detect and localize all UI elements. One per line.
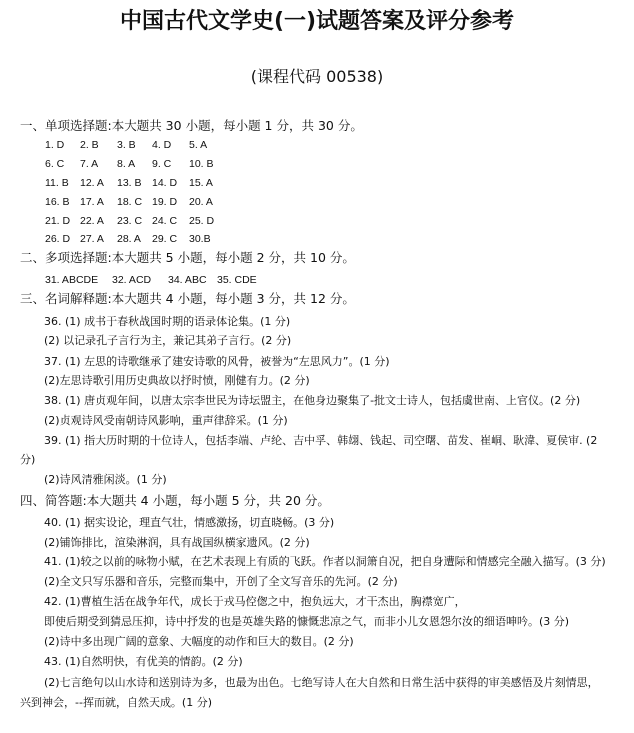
answer-item: 19. D: [152, 196, 178, 208]
answer-line: (2)全文只写乐器和音乐，完整而集中，开创了全文写音乐的先河。(2 分): [44, 575, 398, 588]
section-2-heading: 二、多项选择题:本大题共 5 小题，每小题 2 分，共 10 分。: [20, 250, 355, 265]
answer-line: 37. (1) 左思的诗歌继承了建安诗歌的风骨，被誉为“左思风力”。(1 分): [44, 355, 390, 368]
answer-line: 41. (1)较之以前的咏物小赋，在艺术表现上有质的飞跃。作者以洞箫自况，把自身遭际和情感完全融入描写。(3 分): [44, 555, 606, 568]
answer-line: (2)贞观诗风受南朝诗风影响，重声律辞采。(1 分): [44, 414, 288, 427]
answer-item: 23. C: [117, 215, 143, 227]
answer-item: 34. ABC: [168, 274, 207, 286]
answer-item: 1. D: [45, 139, 65, 151]
answer-item: 11. B: [45, 177, 69, 189]
answer-line: 即使后期受到猜忌压抑，诗中抒发的也是英雄失路的慷慨悲凉之气，而非小儿女恩怨尔汝的细语呻吟。(3 分): [44, 615, 570, 628]
answer-item: 22. A: [80, 215, 104, 227]
answer-item: 3. B: [117, 139, 136, 151]
answer-item: 8. A: [117, 158, 136, 170]
answer-item: 16. B: [45, 196, 70, 208]
answer-item: 24. C: [152, 215, 178, 227]
answer-line: 兴到神会，--挥而就，自然天成。(1 分): [20, 696, 213, 709]
answer-line: (2)铺饰排比，渲染淋润，具有战国纵横家遗风。(2 分): [44, 536, 310, 549]
answer-item: 25. D: [189, 215, 215, 227]
answer-item: 7. A: [80, 158, 99, 170]
answer-line: 42. (1)曹植生活在战争年代，成长于戎马倥偬之中，抱负远大，才干杰出，胸襟宽广，: [44, 595, 466, 608]
answer-line: (2)七言绝句以山水诗和送别诗为多，也最为出色。七绝写诗人在大自然和日常生活中获得的审美感悟及片刻情思，: [44, 676, 599, 689]
answer-item: 9. C: [152, 158, 172, 170]
answer-item: 6. C: [45, 158, 65, 170]
answer-item: 29. C: [152, 233, 178, 245]
answer-item: 10. B: [189, 158, 214, 170]
answer-line: 36. (1) 成书于春秋战国时期的语录体论集。(1 分): [44, 315, 291, 328]
answer-item: 31. ABCDE: [45, 274, 99, 286]
answer-line: 40. (1) 据实设论，理直气壮，情感激扬，切直晓畅。(3 分): [44, 516, 335, 529]
answer-item: 12. A: [80, 177, 104, 189]
answer-item: 13. B: [117, 177, 142, 189]
answer-item: 32. ACD: [112, 274, 152, 286]
course-code: (课程代码 00538): [250, 67, 384, 86]
answer-item: 14. D: [152, 177, 178, 189]
answer-item: 18. C: [117, 196, 143, 208]
answer-item: 4. D: [152, 139, 172, 151]
answer-line: 分): [20, 453, 36, 466]
answer-line: (2)左思诗歌引用历史典故以抒时愤，刚健有力。(2 分): [44, 374, 310, 387]
answer-item: 30.B: [189, 233, 211, 245]
section-4-heading: 四、简答题:本大题共 4 小题，每小题 5 分，共 20 分。: [20, 493, 330, 508]
answer-item: 28. A: [117, 233, 141, 245]
answer-line: 39. (1) 指大历时期的十位诗人，包括李端、卢纶、吉中孚、韩翃、钱起、司空曙、苗发、崔峒、耿湋、夏侯审. (2: [44, 434, 598, 447]
answer-line: (2)诗风清雅闲淡。(1 分): [44, 473, 167, 486]
answer-item: 15. A: [189, 177, 213, 189]
document-title: 中国古代文学史(一)试题答案及评分参考: [119, 9, 515, 34]
answer-item: 27. A: [80, 233, 104, 245]
section-1-heading: 一、单项选择题:本大题共 30 小题，每小题 1 分，共 30 分。: [20, 118, 363, 133]
answer-item: 21. D: [45, 215, 71, 227]
answer-line: 43. (1)自然明快，有优美的情韵。(2 分): [44, 655, 243, 668]
answer-item: 26. D: [45, 233, 71, 245]
answer-line: (2)诗中多出现广阔的意象、大幅度的动作和巨大的数目。(2 分): [44, 635, 354, 648]
answer-line: 38. (1) 唐贞观年间，以唐太宗李世民为诗坛盟主，在他身边聚集了-批文士诗人，包括虞世南、上官仪。(2 分): [44, 394, 581, 407]
answer-item: 17. A: [80, 196, 104, 208]
answer-item: 5. A: [189, 139, 208, 151]
answer-item: 2. B: [80, 139, 99, 151]
answer-item: 20. A: [189, 196, 213, 208]
answer-line: (2) 以记录孔子言行为主，兼记其弟子言行。(2 分): [44, 334, 292, 347]
section-3-heading: 三、名词解释题:本大题共 4 小题，每小题 3 分，共 12 分。: [20, 291, 355, 306]
answer-item: 35. CDE: [217, 274, 257, 286]
